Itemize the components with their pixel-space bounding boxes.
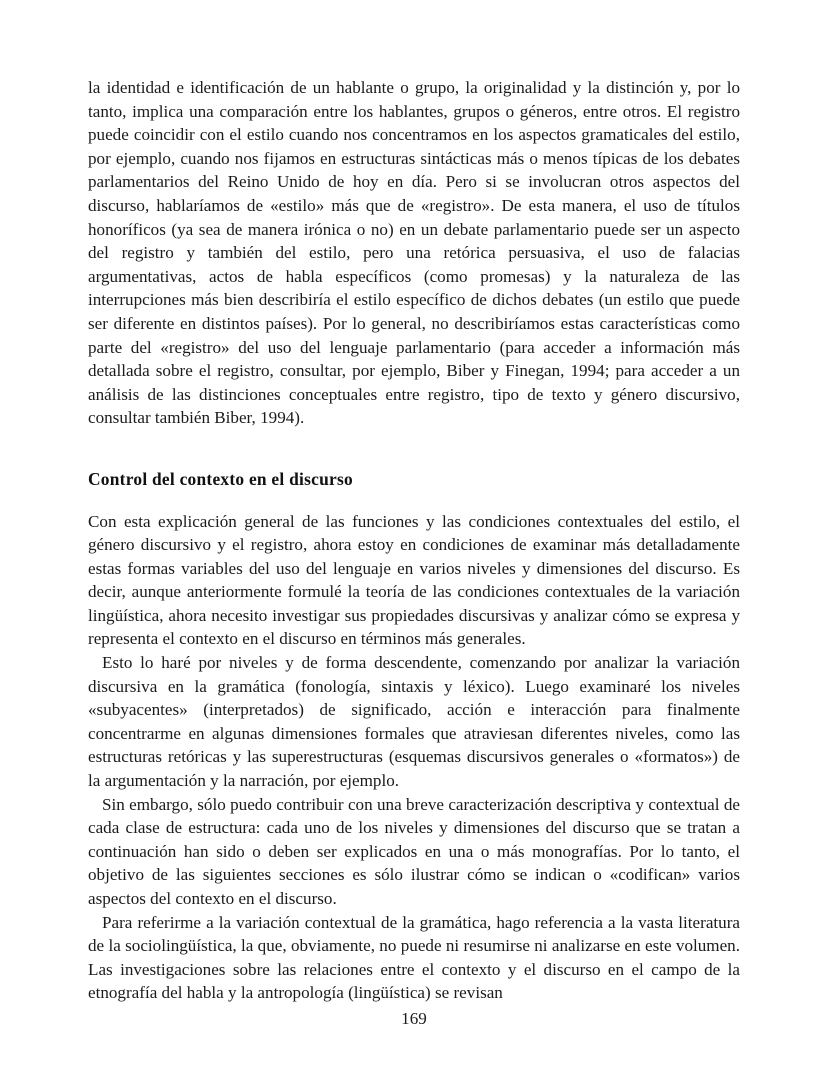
paragraph-3: Esto lo haré por niveles y de forma descendente, comenzando por analizar la variación discursiva en la gramática (fonología, sintaxis y léxico). Luego examinaré los niveles «subyacentes» (interpretados) de significado, acción e interacción para finalmente concentrarme en algunas dimensiones formales que atraviesan diferentes niveles, como las estructuras retóricas y las superestructuras (esquemas discursivos generales o «formatos») de la argumentación y la narración, por ejemplo. bbox=[88, 653, 740, 791]
paragraph-2: Con esta explicación general de las funciones y las condiciones contextuales del estilo, el género discursivo y el registro, ahora estoy en condiciones de examinar más detalladamente estas formas variables del uso del lenguaje en varios niveles y dimensiones del discurso. Es decir, aunque anteriormente formulé la teoría de las condiciones contextuales de la variación lingüística, ahora necesito investigar sus propiedades discursivas y analizar cómo se expresa y representa el contexto en el discurso en términos más generales. bbox=[88, 511, 740, 649]
heading-spacer-below bbox=[88, 492, 740, 510]
paragraph-5: Para referirme a la variación contextual de la gramática, hago referencia a la vasta literatura de la sociolingüística, la que, obviamente, no puede ni resumirse ni analizarse en este volumen. Las investigaciones sobre las relaciones entre el contexto y el discurso en el campo de la etnografía del habla y la antropología (lingüística) se revisan bbox=[88, 912, 740, 1003]
heading-spacer-above bbox=[88, 430, 740, 468]
section-heading: Control del contexto en el discurso bbox=[88, 468, 353, 489]
page-text-block bbox=[88, 76, 740, 1005]
paragraph-continuation: la identidad e identificación de un hablante o grupo, la originalidad y la distinción y, por lo tanto, implica una comparación entre los hablantes, grupos o géneros, entre otros. El registro puede coincidir con el estilo cuando nos concentramos en los aspectos gramaticales del estilo, por ejemplo, cuando nos fijamos en estructuras sintácticas más o menos típicas de los debates parlamentarios del Reino Unido de hoy en día. Pero si se involucran otros aspectos del discurso, hablaríamos de «estilo» más que de «registro». De esta manera, el uso de títulos honoríficos (ya sea de manera irónica o no) en un debate parlamentario puede ser un aspecto del registro y también del estilo, pero una retórica persuasiva, el uso de falacias argumentativas, actos de habla específicos (como promesas) y la naturaleza de las interrupciones más bien describiría el estilo específico de dichos debates (un estilo que puede ser diferente en distintos países). Por lo general, no describiríamos estas características como parte del «registro» del uso del lenguaje parlamentario (para acceder a información más detallada sobre el registro, consultar, por ejemplo, Biber y Finegan, 1994; para acceder a un análisis de las distinciones conceptuales entre registro, tipo de texto y género discursivo, consultar también Biber, 1994). bbox=[88, 78, 740, 428]
page-number: 169 bbox=[401, 1009, 427, 1028]
paragraph-4: Sin embargo, sólo puedo contribuir con una breve caracterización descriptiva y contextual de cada clase de estructura: cada uno de los niveles y dimensiones del discurso que se tratan a continuación han sido o deben ser explicados en una o más monografías. Por lo tanto, el objetivo de las siguientes secciones es sólo ilustrar cómo se indican o «codifican» varios aspectos del contexto en el discurso. bbox=[88, 794, 740, 908]
